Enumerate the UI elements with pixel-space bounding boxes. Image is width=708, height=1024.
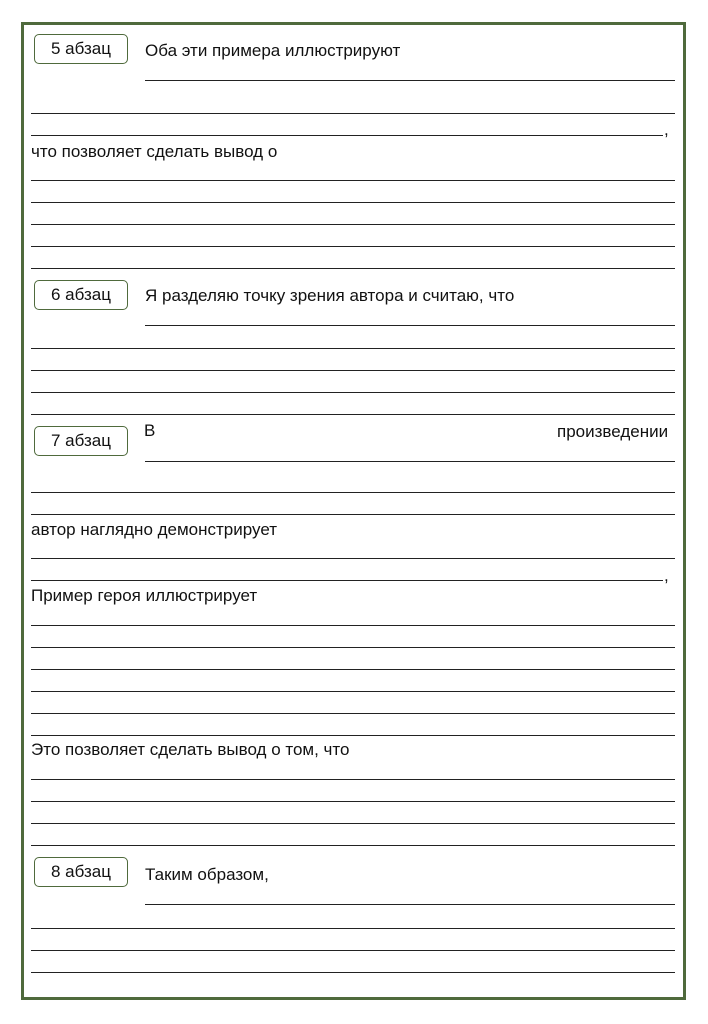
answer-line[interactable] bbox=[31, 135, 663, 136]
worksheet-frame bbox=[21, 22, 686, 1000]
answer-line[interactable] bbox=[31, 845, 675, 846]
answer-line[interactable] bbox=[31, 370, 675, 371]
answer-line[interactable] bbox=[145, 461, 675, 462]
answer-line[interactable] bbox=[31, 180, 675, 181]
answer-line[interactable] bbox=[31, 669, 675, 670]
answer-line[interactable] bbox=[31, 647, 675, 648]
answer-line[interactable] bbox=[31, 392, 675, 393]
answer-line[interactable] bbox=[31, 691, 675, 692]
answer-line[interactable] bbox=[31, 735, 675, 736]
answer-line[interactable] bbox=[31, 928, 675, 929]
answer-line[interactable] bbox=[31, 246, 675, 247]
paragraph-7-demonstrates: автор наглядно демонстрирует bbox=[31, 520, 278, 539]
answer-line[interactable] bbox=[31, 950, 675, 951]
paragraph-8-intro: Таким образом, bbox=[145, 865, 269, 884]
paragraph-8-badge: 8 абзац bbox=[34, 857, 128, 887]
answer-line[interactable] bbox=[31, 268, 675, 269]
answer-line[interactable] bbox=[31, 492, 675, 493]
paragraph-5-conclusion: что позволяет сделать вывод о bbox=[31, 142, 278, 161]
comma: , bbox=[664, 566, 669, 585]
answer-line[interactable] bbox=[31, 801, 675, 802]
paragraph-5-badge: 5 абзац bbox=[34, 34, 128, 64]
paragraph-7-example: Пример героя иллюстрирует bbox=[31, 586, 258, 605]
answer-line[interactable] bbox=[31, 113, 675, 114]
paragraph-7-conclusion: Это позволяет сделать вывод о том, что bbox=[31, 740, 350, 759]
answer-line[interactable] bbox=[145, 80, 675, 81]
answer-line[interactable] bbox=[31, 713, 675, 714]
comma: , bbox=[664, 120, 669, 139]
answer-line[interactable] bbox=[31, 972, 675, 973]
paragraph-6-badge: 6 абзац bbox=[34, 280, 128, 310]
paragraph-7-intro-end: произведении bbox=[557, 422, 669, 441]
answer-line[interactable] bbox=[31, 580, 663, 581]
paragraph-7-badge: 7 абзац bbox=[34, 426, 128, 456]
answer-line[interactable] bbox=[31, 224, 675, 225]
answer-line[interactable] bbox=[145, 325, 675, 326]
answer-line[interactable] bbox=[31, 414, 675, 415]
answer-line[interactable] bbox=[31, 625, 675, 626]
answer-line[interactable] bbox=[31, 779, 675, 780]
answer-line[interactable] bbox=[31, 558, 675, 559]
paragraph-6-intro: Я разделяю точку зрения автора и считаю, что bbox=[145, 286, 515, 305]
paragraph-7-intro-start: В bbox=[144, 421, 156, 440]
answer-line[interactable] bbox=[31, 348, 675, 349]
paragraph-5-intro: Оба эти примера иллюстрируют bbox=[145, 41, 401, 60]
answer-line[interactable] bbox=[31, 514, 675, 515]
answer-line[interactable] bbox=[31, 823, 675, 824]
answer-line[interactable] bbox=[145, 904, 675, 905]
answer-line[interactable] bbox=[31, 202, 675, 203]
